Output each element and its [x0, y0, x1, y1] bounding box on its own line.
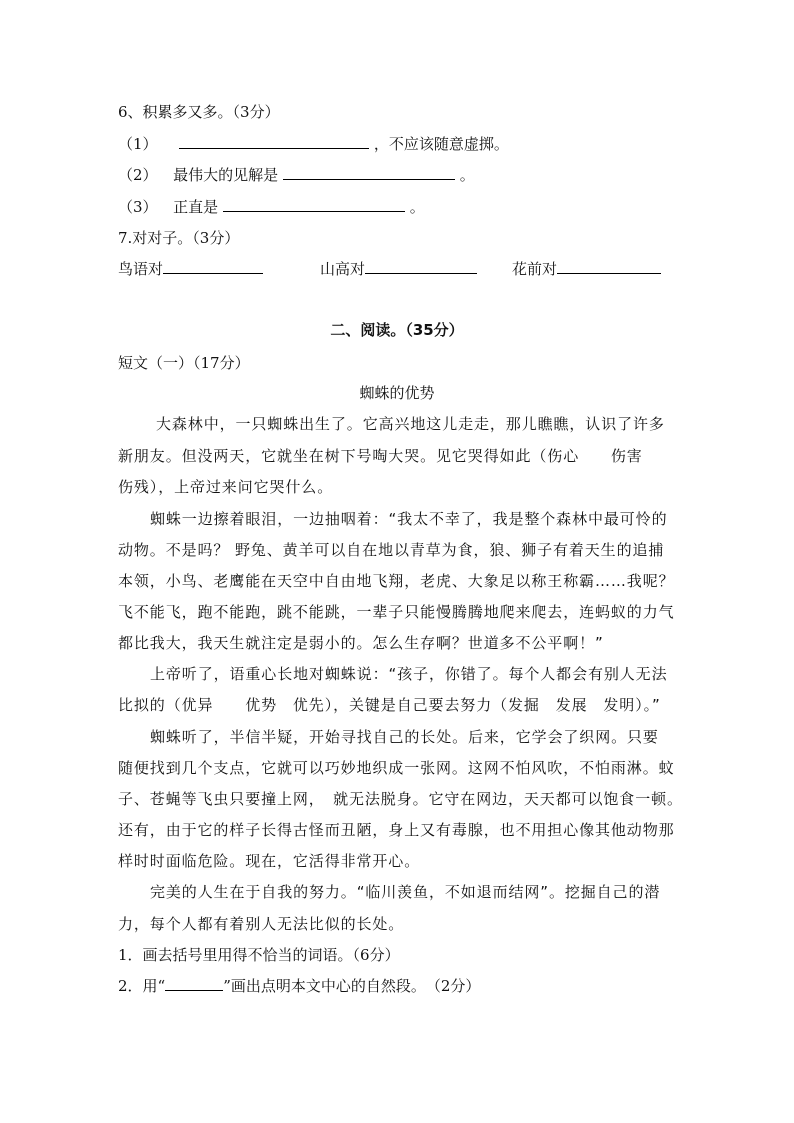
section-title: 二、阅读。（35分）: [330, 321, 464, 339]
answer-blank[interactable]: [223, 197, 405, 212]
item-end: 。: [459, 166, 475, 184]
item-number: （1）: [118, 135, 158, 153]
item-end: 。: [409, 198, 425, 216]
q7-pair-2: [320, 259, 477, 279]
answer-blank[interactable]: [365, 259, 477, 274]
question-2: [118, 976, 480, 996]
q6-heading: 6、积累多又多。（3分）: [118, 103, 280, 121]
passage-line: 还有，由于它的样子长得古怪而丑陋，身上又有毒腺，也不用担心像其他动物那: [118, 821, 675, 839]
passage-line: 随便找到几个支点，它就可以巧妙地织成一张网。这网不怕风吹，不怕雨淋。蚊: [118, 759, 675, 777]
answer-blank[interactable]: [163, 259, 263, 274]
answer-blank[interactable]: [557, 259, 661, 274]
item-text: 正直是: [173, 198, 219, 216]
item-text: 最伟大的见解是: [173, 166, 279, 184]
passage-line: 大森林中，一只蜘蛛出生了。它高兴地这儿走走，那儿瞧瞧，认识了许多: [156, 415, 665, 433]
passage-line: 本领，小鸟、老鹰能在天空中自由地飞翔，老虎、大象足以称王称霸……我呢？: [118, 572, 675, 590]
pair-label: 花前对: [512, 260, 558, 278]
passage-line: 完美的人生在于自我的努力。“临川羡鱼，不如退而结网”。挖掘自己的潜: [150, 883, 661, 901]
item-number: （3）: [118, 198, 158, 216]
passage-line: 上帝听了，语重心长地对蜘蛛说：“孩子，你错了。每个人都会有别人无法: [150, 665, 668, 683]
answer-blank[interactable]: [179, 134, 369, 149]
answer-blank[interactable]: [283, 165, 455, 180]
question-text: 2．用“: [118, 977, 166, 995]
passage-line: 蜘蛛一边擦着眼泪，一边抽咽着：“我太不幸了，我是整个森林中最可怜的: [150, 510, 668, 528]
passage-line: 动物。不是吗？ 野兔、黄羊可以自在地以青草为食，狼、狮子有着天生的追捕: [118, 541, 665, 559]
pair-label: 山高对: [320, 260, 366, 278]
q7-pair-3: [512, 259, 661, 279]
underline-sample: [165, 978, 223, 991]
item-number: （2）: [118, 166, 158, 184]
q6-item-3: [118, 197, 425, 217]
q7-pair-1: [118, 259, 263, 279]
question-text: ”画出点明本文中心的自然段。 （2分）: [223, 977, 481, 995]
question-1: 1．画去括号里用得不恰当的词语。（6分）: [118, 946, 400, 964]
passage-title: 蜘蛛的优势: [359, 384, 435, 402]
pair-label: 鸟语对: [118, 260, 164, 278]
q7-heading: 7.对对子。（3分）: [118, 229, 240, 247]
passage-label: 短文（一）（17分）: [118, 354, 250, 372]
passage-line: 伤残），上帝过来问它哭什么。: [118, 478, 334, 496]
passage-line: 力，每个人都有着别人无法比似的长处。: [118, 915, 405, 933]
passage-line: 飞不能飞，跑不能跑，跳不能跳，一辈子只能慢腾腾地爬来爬去，连蚂蚁的力气: [118, 603, 675, 621]
passage-line: 比拟的（优异 优势 优先），关键是自己要去努力（发掘 发展 发明）。”: [118, 696, 661, 714]
passage-line: 新朋友。但没两天，它就坐在树下号啕大哭。见它哭得如此（伤心 伤害: [118, 447, 643, 465]
item-text: ，不应该随意虚掷。: [373, 135, 509, 153]
q6-item-1: [118, 134, 509, 154]
passage-line: 样时时面临危险。现在，它活得非常开心。: [118, 852, 421, 870]
passage-line: 蜘蛛听了，半信半疑，开始寻找自己的长处。后来，它学会了织网。只要: [150, 728, 659, 746]
passage-line: 子、苍蝇等飞虫只要撞上网， 就无法脱身。它守在网边，天天都可以饱食一顿。: [118, 790, 683, 808]
passage-line: 都比我大，我天生就注定是弱小的。怎么生存啊？世道多不公平啊！”: [118, 634, 604, 652]
q6-item-2: [118, 165, 475, 185]
